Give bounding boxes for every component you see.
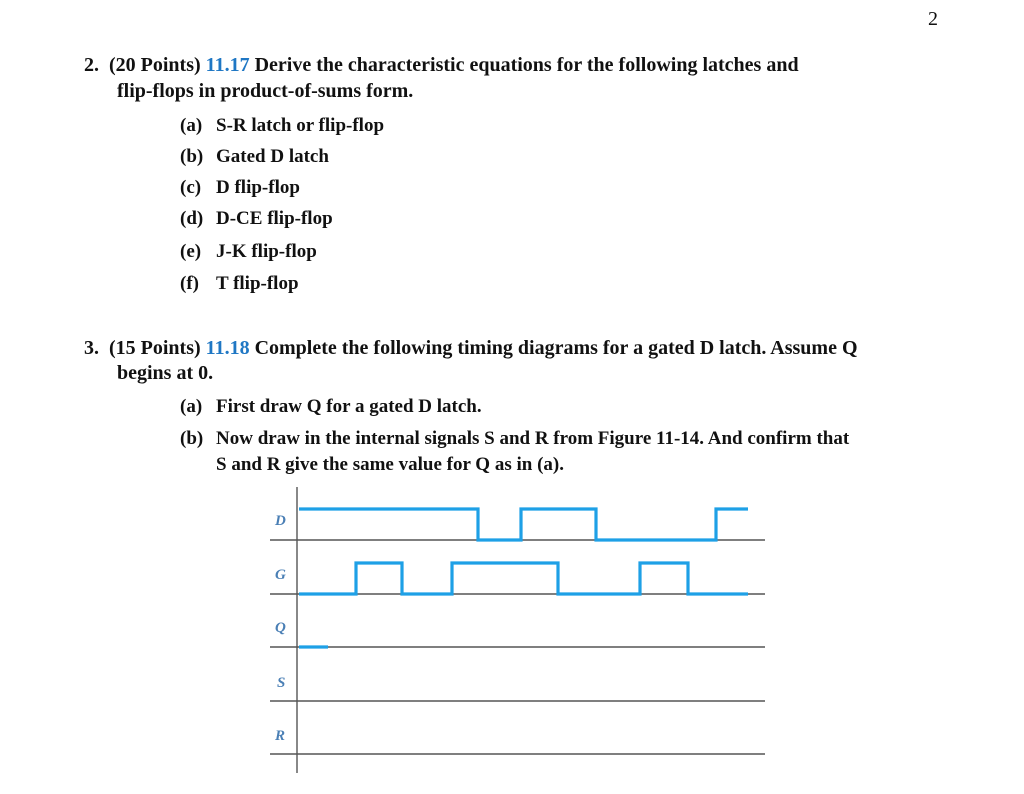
q3-item-a: (a) First draw Q for a gated D latch. bbox=[180, 396, 482, 417]
q2-item-f: (f) T flip-flop bbox=[180, 273, 299, 294]
q2-item-c: (c) D flip-flop bbox=[180, 177, 300, 198]
signal-label-r: R bbox=[275, 728, 286, 744]
signal-label-q: Q bbox=[275, 620, 286, 636]
q3-text-line2: begins at 0. bbox=[117, 362, 214, 384]
waveform-g bbox=[299, 563, 748, 594]
signal-label-g: G bbox=[275, 567, 286, 583]
q3-reference: 11.18 bbox=[205, 337, 250, 359]
q2-item-d: (d) D-CE flip-flop bbox=[180, 208, 333, 229]
q3-number: 3. bbox=[84, 337, 99, 359]
q2-text-line2: flip-flops in product-of-sums form. bbox=[117, 80, 414, 102]
q3-item-b-line2: S and R give the same value for Q as in (a). bbox=[216, 454, 564, 475]
q2-text-line1: Derive the characteristic equations for the following latches and bbox=[254, 54, 799, 76]
signal-label-d: D bbox=[275, 513, 286, 529]
q2-reference: 11.17 bbox=[205, 54, 250, 76]
q2-item-a: (a) S-R latch or flip-flop bbox=[180, 115, 385, 136]
q2-points: (20 Points) bbox=[109, 54, 201, 76]
q2-item-e: (e) J-K flip-flop bbox=[180, 241, 317, 262]
q2-item-b: (b) Gated D latch bbox=[180, 146, 329, 167]
waveform-d bbox=[299, 509, 748, 540]
q3-item-b: (b) Now draw in the internal signals S and R from Figure 11-14. And confirm that bbox=[180, 428, 850, 449]
q3-points: (15 Points) bbox=[109, 337, 201, 359]
q2-number: 2. bbox=[84, 54, 99, 76]
q3-text-line1: Complete the following timing diagrams for a gated D latch. Assume Q bbox=[254, 337, 858, 359]
page-number: 2 bbox=[928, 8, 938, 30]
signal-label-s: S bbox=[277, 675, 286, 691]
